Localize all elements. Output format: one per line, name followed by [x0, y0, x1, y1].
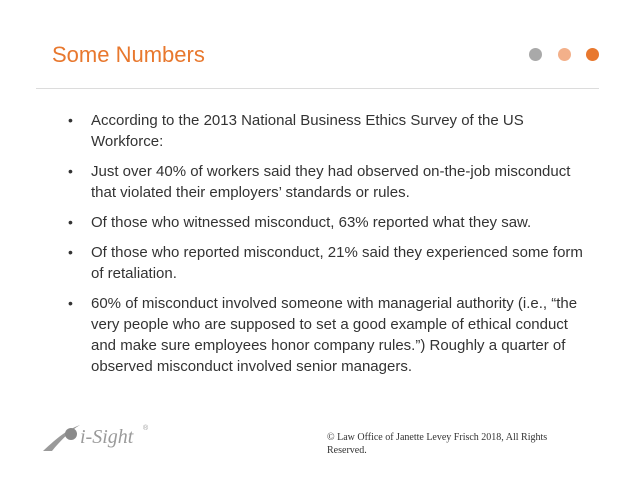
- isight-logo: [40, 419, 165, 453]
- bullet-item: [64, 110, 584, 152]
- bullet-text: 60% of misconduct involved someone with managerial authority (i.e., “the very people who are supposed to set a good example of ethical conduct and make sure employees honor company rules.”) Roughly a quarter of observed misconduct involved senior managers.: [91, 295, 578, 375]
- bullet-text: Of those who reported misconduct, 21% said they experienced some form of retaliation.: [91, 244, 583, 282]
- logo-dot: [65, 428, 77, 440]
- bullet-marker: •: [68, 295, 73, 311]
- bullet-marker: •: [68, 112, 73, 128]
- bullet-marker: •: [68, 214, 73, 230]
- bullet-marker: •: [68, 244, 73, 260]
- bullet-item: [64, 212, 584, 233]
- bullet-text: According to the 2013 National Business Ethics Survey of the US Workforce:: [91, 112, 524, 150]
- peach-dot: [558, 48, 571, 61]
- bullet-item: [64, 293, 584, 377]
- logo-wordmark: i-Sight: [80, 426, 134, 448]
- orange-dot: [586, 48, 599, 61]
- bullet-list: [64, 110, 584, 386]
- logo-registered-mark: ®: [143, 425, 149, 432]
- copyright-notice: © Law Office of Janette Levey Frisch 2018, All Rights Reserved.: [327, 432, 548, 456]
- slide-title: Some Numbers: [52, 42, 205, 67]
- bullet-marker: •: [68, 163, 73, 179]
- gray-dot: [529, 48, 542, 61]
- title-divider: [36, 88, 599, 89]
- bullet-text: Just over 40% of workers said they had observed on-the-job misconduct that violated their employers’ standards or rules.: [91, 163, 571, 201]
- bullet-item: [64, 242, 584, 284]
- bullet-item: [64, 161, 584, 203]
- bullet-text: Of those who witnessed misconduct, 63% reported what they saw.: [91, 214, 532, 231]
